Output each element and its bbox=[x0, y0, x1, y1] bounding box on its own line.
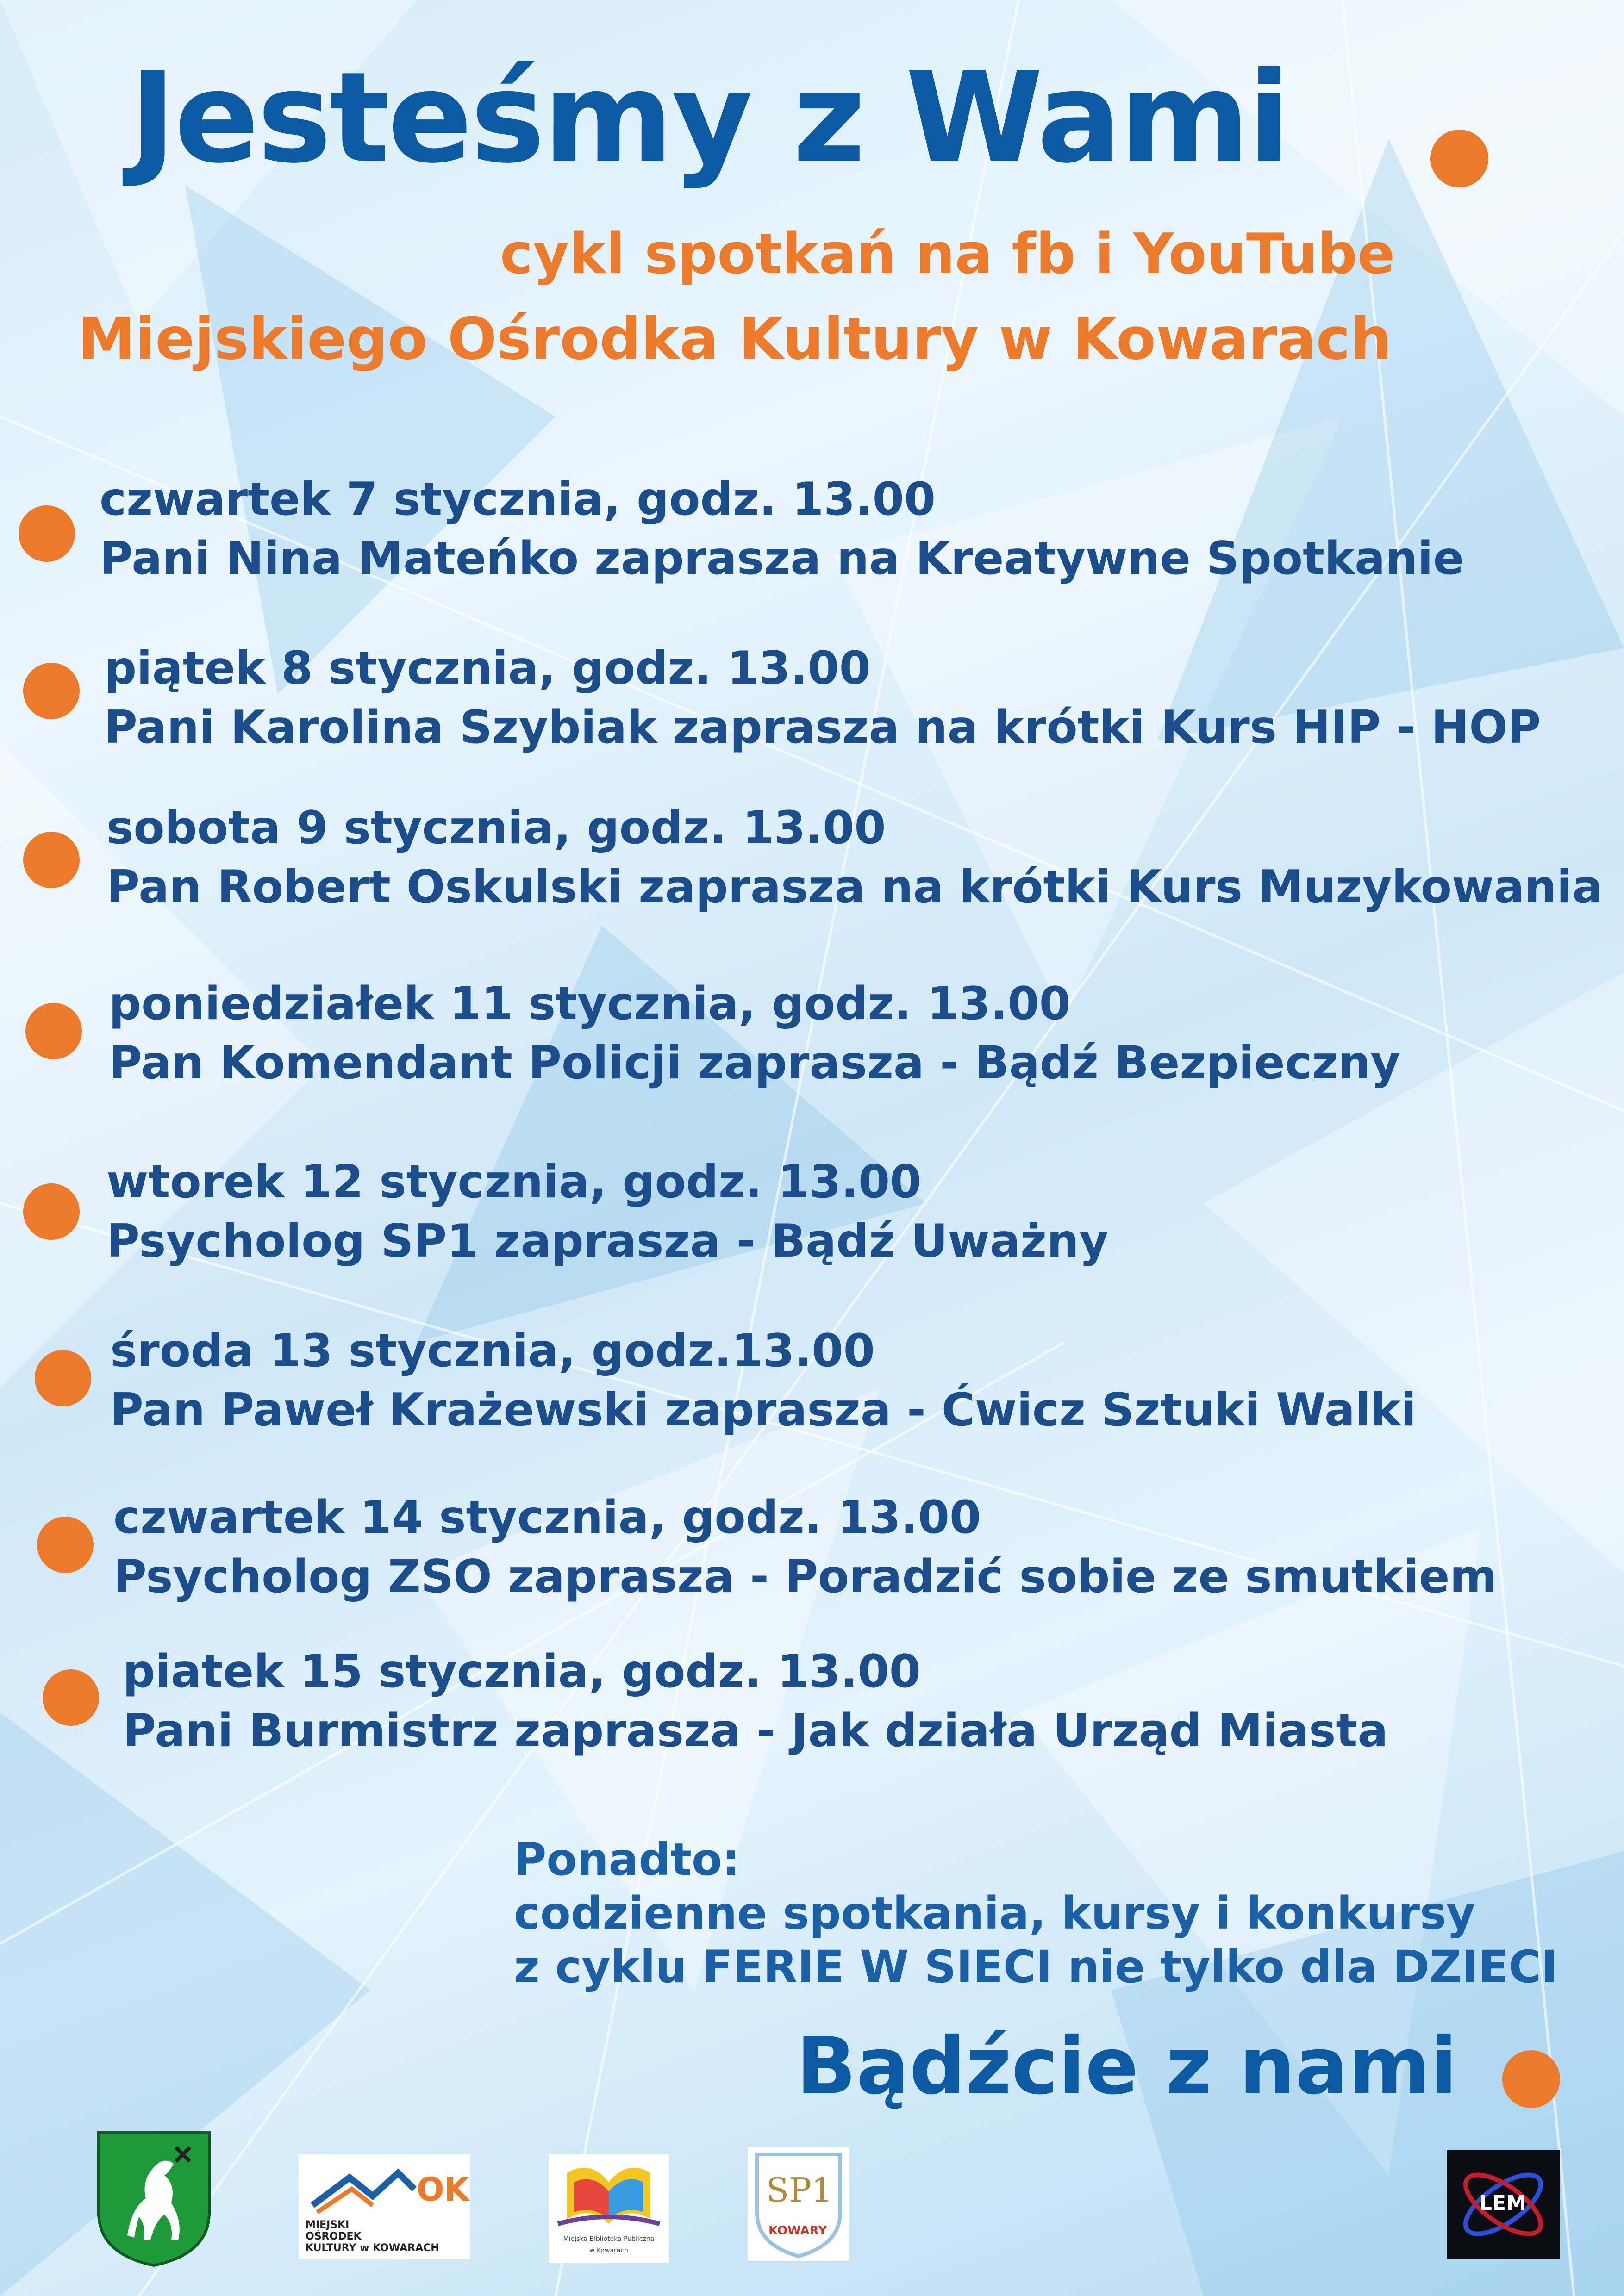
subtitle-line-1: cykl spotkań na fb i YouTube bbox=[500, 222, 1395, 286]
library-text: Miejska Biblioteka Publiczna bbox=[563, 2235, 655, 2243]
title-dot-icon bbox=[1430, 130, 1488, 187]
event-description: Pani Karolina Szybiak zaprasza na krótki Kurs HIP - HOP bbox=[104, 701, 1541, 754]
event-date: środa 13 stycznia, godz.13.00 bbox=[110, 1325, 875, 1377]
bullet-dot-icon bbox=[23, 832, 80, 888]
library-logo bbox=[549, 2154, 669, 2263]
event-item bbox=[104, 639, 1541, 757]
event-date: piatek 15 stycznia, godz. 13.00 bbox=[123, 1645, 921, 1698]
event-item bbox=[110, 1321, 1416, 1440]
additional-info-line-2: z cyklu FERIE W SIECI nie tylko dla DZIECI bbox=[514, 1941, 1558, 1993]
coat-of-arms-logo bbox=[95, 2129, 213, 2268]
event-description: Pan Paweł Krażewski zaprasza - Ćwicz Sztuki Walki bbox=[110, 1384, 1417, 1437]
mok-text-3: KULTURY w KOWARACH bbox=[306, 2242, 439, 2254]
event-description: Pani Nina Mateńko zaprasza na Kreatywne Spotkanie bbox=[100, 532, 1464, 585]
library-text-2: w Kowarach bbox=[589, 2247, 628, 2254]
bullet-dot-icon bbox=[25, 1003, 82, 1059]
event-item bbox=[106, 798, 1603, 917]
event-date: poniedziałek 11 stycznia, godz. 13.00 bbox=[109, 977, 1071, 1030]
lem-mark: LEM bbox=[1479, 2191, 1526, 2215]
mok-mark: OK bbox=[417, 2171, 469, 2209]
closing-dot-icon bbox=[1502, 2050, 1560, 2108]
sp1-text: KOWARY bbox=[768, 2224, 827, 2238]
sp1-logo bbox=[748, 2147, 849, 2261]
bullet-dot-icon bbox=[23, 1183, 80, 1240]
page-title: Jesteśmy z Wami bbox=[130, 45, 1289, 191]
open-book-icon bbox=[549, 2154, 669, 2233]
closing-slogan: Bądźcie z nami bbox=[796, 2021, 1457, 2112]
bullet-dot-icon bbox=[37, 1517, 94, 1573]
subtitle-line-2: Miejskiego Ośrodka Kultury w Kowarach bbox=[78, 305, 1392, 373]
event-date: czwartek 7 stycznia, godz. 13.00 bbox=[100, 473, 936, 526]
bullet-dot-icon bbox=[23, 663, 80, 719]
horse-shield-icon bbox=[95, 2129, 213, 2268]
event-item bbox=[109, 974, 1400, 1093]
mok-logo bbox=[299, 2154, 470, 2259]
event-description: Psycholog ZSO zaprasza - Poradzić sobie ze smutkiem bbox=[113, 1550, 1497, 1603]
bullet-dot-icon bbox=[19, 505, 75, 562]
mok-text-2: OŚRODEK bbox=[306, 2231, 362, 2242]
additional-info bbox=[514, 1833, 1558, 1994]
bullet-dot-icon bbox=[43, 1669, 99, 1726]
sp1-mark: SP1 bbox=[766, 2171, 833, 2209]
event-date: wtorek 12 stycznia, godz. 13.00 bbox=[106, 1156, 922, 1208]
event-item bbox=[106, 1152, 1109, 1271]
event-description: Psycholog SP1 zaprasza - Bądź Uważny bbox=[106, 1215, 1109, 1268]
additional-info-heading: Ponadto: bbox=[514, 1834, 740, 1885]
event-date: czwartek 14 stycznia, godz. 13.00 bbox=[113, 1491, 981, 1544]
lem-logo bbox=[1447, 2150, 1560, 2259]
additional-info-line-1: codzienne spotkania, kursy i konkursy bbox=[514, 1887, 1475, 1939]
event-item bbox=[123, 1642, 1388, 1761]
event-description: Pan Komendant Policji zaprasza - Bądź Bezpieczny bbox=[109, 1037, 1400, 1089]
event-date: sobota 9 stycznia, godz. 13.00 bbox=[106, 802, 886, 854]
event-item bbox=[113, 1488, 1497, 1606]
event-date: piątek 8 stycznia, godz. 13.00 bbox=[104, 642, 871, 695]
event-description: Pani Burmistrz zaprasza - Jak działa Urząd Miasta bbox=[123, 1705, 1388, 1757]
mok-text-1: MIEJSKI bbox=[306, 2219, 350, 2231]
bullet-dot-icon bbox=[35, 1350, 91, 1406]
event-description: Pan Robert Oskulski zaprasza na krótki Kurs Muzykowania bbox=[106, 861, 1603, 914]
event-item bbox=[100, 470, 1464, 588]
